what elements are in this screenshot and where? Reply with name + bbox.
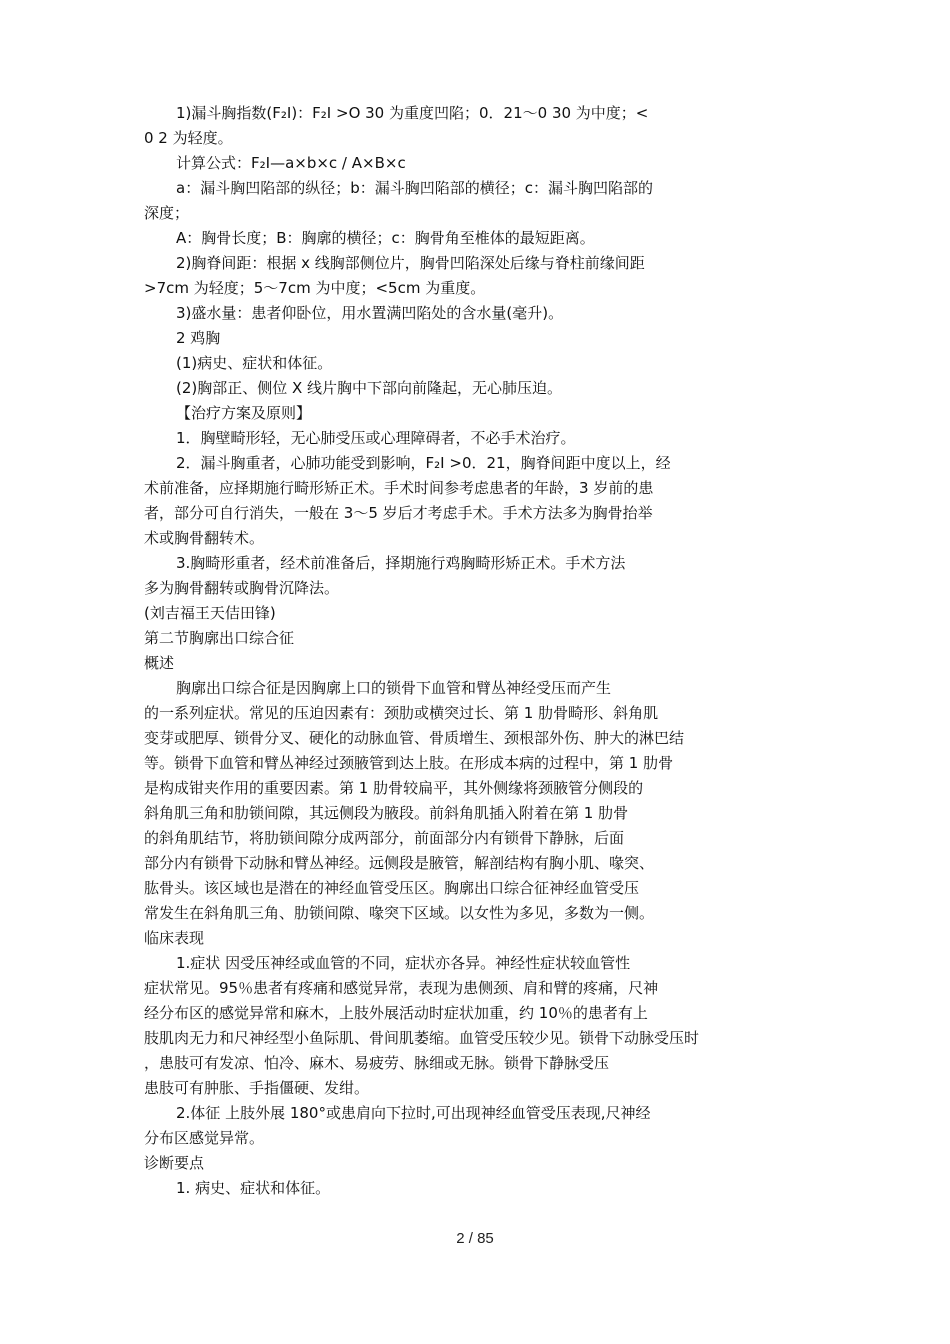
text-line: 1. 病史、症状和体征。 — [176, 1179, 331, 1197]
text-line: A：胸骨长度；B：胸廓的横径；c：胸骨角至椎体的最短距离。 — [176, 229, 595, 247]
text-line: 多为胸骨翻转或胸骨沉降法。 — [144, 579, 340, 597]
text-line: 1)漏斗胸指数(F₂I)：F₂I >O 30 为重度凹陷；0．21～0 30 为中度；< — [176, 104, 649, 122]
text-line: a：漏斗胸凹陷部的纵径；b：漏斗胸凹陷部的横径；c：漏斗胸凹陷部的 — [176, 179, 653, 197]
text-line: (1)病史、症状和体征。 — [176, 354, 333, 372]
text-line: 部分内有锁骨下动脉和臂丛神经。远侧段是腋管，解剖结构有胸小肌、喙突、 — [144, 854, 655, 872]
text-line: 肱骨头。该区域也是潜在的神经血管受压区。胸廓出口综合征神经血管受压 — [144, 879, 640, 897]
text-line: 肢肌肉无力和尺神经型小鱼际肌、骨间肌萎缩。血管受压较少见。锁骨下动脉受压时 — [144, 1029, 700, 1047]
text-line: 的一系列症状。常见的压迫因素有：颈肋或横突过长、第 1 肋骨畸形、斜角肌 — [144, 704, 659, 722]
text-line: 深度； — [144, 204, 190, 222]
section-heading: 临床表现 — [144, 929, 205, 947]
section-heading: 第二节胸廓出口综合征 — [144, 629, 295, 647]
text-line: 常发生在斜角肌三角、肋锁间隙、喙突下区域。以女性为多见，多数为一侧。 — [144, 904, 655, 922]
page-number: 2 / 85 — [456, 1230, 494, 1247]
text-line: 术前准备，应择期施行畸形矫正术。手术时间参考虑患者的年龄，3 岁前的患 — [144, 479, 654, 497]
text-line: 2．漏斗胸重者，心肺功能受到影响，F₂I >0．21，胸脊间距中度以上，经 — [176, 454, 671, 472]
section-heading: 诊断要点 — [144, 1154, 205, 1172]
text-line: 胸廓出口综合征是因胸廓上口的锁骨下血管和臂丛神经受压而产生 — [176, 679, 612, 697]
text-line: 计算公式：F₂I—a×b×c / A×B×c — [176, 154, 406, 172]
text-line: 症状常见。95％患者有疼痛和感觉异常，表现为患侧颈、肩和臂的疼痛，尺神 — [144, 979, 659, 997]
text-line: 3)盛水量：患者仰卧位，用水置满凹陷处的含水量(毫升)。 — [176, 304, 564, 322]
text-line: 是构成钳夹作用的重要因素。第 1 肋骨较扁平，其外侧缘将颈腋管分侧段的 — [144, 779, 644, 797]
text-line: 1.症状 因受压神经或血管的不同，症状亦各异。神经性症状较血管性 — [176, 954, 631, 972]
text-line: (2)胸部正、侧位 X 线片胸中下部向前隆起，无心肺压迫。 — [176, 379, 563, 397]
text-line: 1．胸壁畸形轻，无心肺受压或心理障碍者，不必手术治疗。 — [176, 429, 576, 447]
text-line: 者，部分可自行消失，一般在 3～5 岁后才考虑手术。手术方法多为胸骨抬举 — [144, 504, 653, 522]
text-line: 患肢可有肿胀、手指僵硬、发绀。 — [144, 1079, 370, 1097]
text-line: 2)胸脊间距：根据 x 线胸部侧位片，胸骨凹陷深处后缘与脊柱前缘间距 — [176, 254, 645, 272]
text-line: 3.胸畸形重者，经术前准备后，择期施行鸡胸畸形矫正术。手术方法 — [176, 554, 626, 572]
text-line: 2.体征 上肢外展 180°或患肩向下拉时,可出现神经血管受压表现,尺神经 — [176, 1104, 651, 1122]
text-line: 分布区感觉异常。 — [144, 1129, 265, 1147]
text-line: ，患肢可有发凉、怕冷、麻木、易疲劳、脉细或无脉。锁骨下静脉受压 — [144, 1054, 610, 1072]
text-line: 0 2 为轻度。 — [144, 129, 233, 147]
text-line: 的斜角肌结节，将肋锁间隙分成两部分，前面部分内有锁骨下静脉，后面 — [144, 829, 625, 847]
section-heading: 2 鸡胸 — [176, 329, 221, 347]
text-line: >7cm 为轻度；5～7cm 为中度；<5cm 为重度。 — [144, 279, 486, 297]
section-heading: 【治疗方案及原则】 — [176, 404, 312, 422]
text-line: 术或胸骨翻转术。 — [144, 529, 265, 547]
text-line: 等。锁骨下血管和臂丛神经过颈腋管到达上肢。在形成本病的过程中，第 1 肋骨 — [144, 754, 674, 772]
section-heading: 概述 — [144, 654, 175, 672]
text-line: 变芽或肥厚、锁骨分叉、硬化的动脉血管、骨质增生、颈根部外伤、肿大的淋巴结 — [144, 729, 685, 747]
text-line: 斜角肌三角和肋锁间隙，其远侧段为腋段。前斜角肌插入附着在第 1 肋骨 — [144, 804, 629, 822]
text-line: 经分布区的感觉异常和麻木，上肢外展活动时症状加重，约 10％的患者有上 — [144, 1004, 648, 1022]
author-line: (刘吉福王天佶田锋) — [144, 604, 276, 622]
